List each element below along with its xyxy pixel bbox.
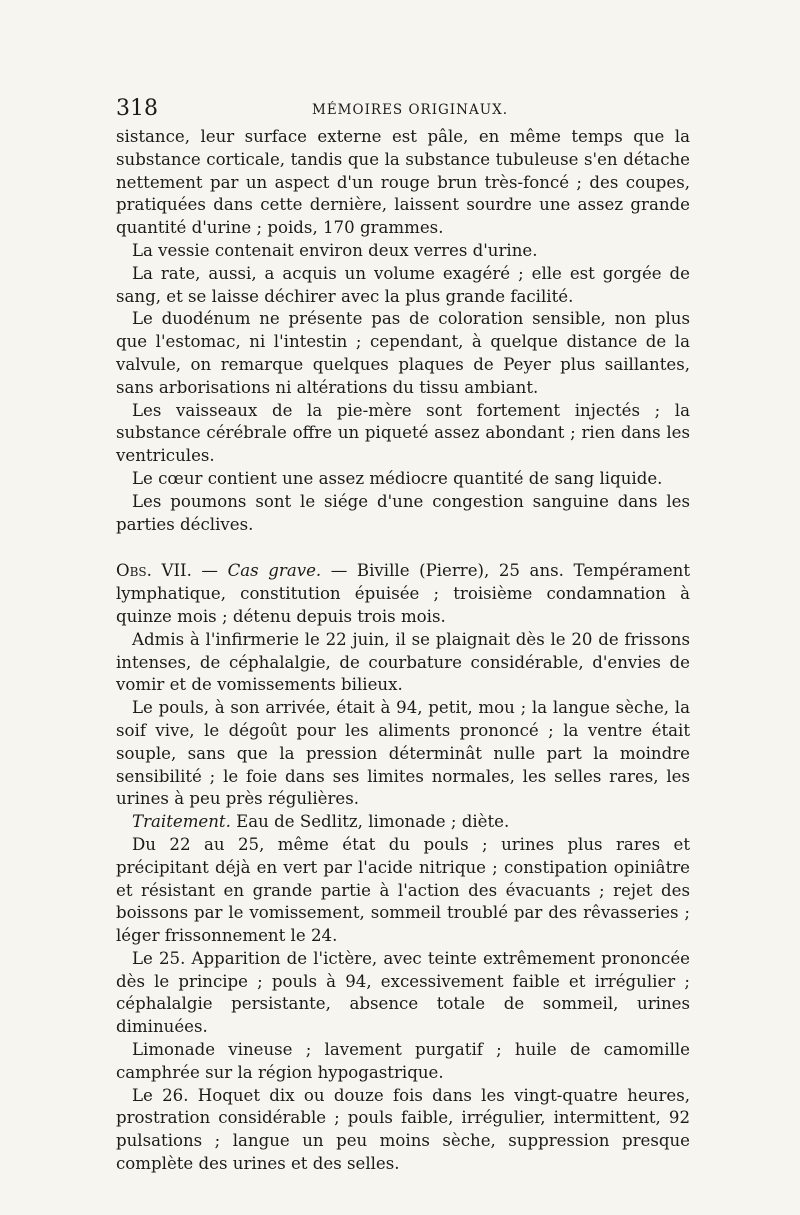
paragraph: La rate, aussi, a acquis un volume exagéré ; elle est gorgée de sang, et se laisse déchirer avec la plus grande facilité. — [116, 263, 690, 306]
paragraph: Les poumons sont le siége d'une congestion sanguine dans les parties déclives. — [116, 491, 690, 534]
paragraph: Le cœur contient une assez médiocre quantité de sang liquide. — [132, 468, 663, 488]
paragraph: Du 22 au 25, même état du pouls ; urines plus rares et précipitant déjà en vert par l'acide nitrique ; constipation opiniâtre et résistant en grande partie à l'action des évacuants ; rejet des boissons par le vomissement, sommeil troublé par des rêvasseries ; léger frissonnement le 24. — [116, 834, 690, 946]
page-body — [116, 126, 690, 1176]
observation-heading — [116, 560, 690, 628]
paragraph: Limonade vineuse ; lavement purgatif ; huile de camomille camphrée sur la région hypogastrique. — [116, 1040, 690, 1082]
page-number: 318 — [116, 96, 158, 121]
treatment-label: Traitement. — [132, 812, 231, 832]
paragraph: La vessie contenait environ deux verres d'urine. — [132, 240, 538, 260]
paragraph: Le 26. Hoquet dix ou douze fois dans les vingt-quatre heures, prostration considérable ; pouls faible, irrégulier, intermittent, 92 pulsations ; langue un peu moins sèche, suppression presque complète des urines et des selles. — [116, 1085, 690, 1174]
paragraph: Le pouls, à son arrivée, était à 94, petit, mou ; la langue sèche, la soif vive, le dégoût pour les aliments prononcé ; la ventre était souple, sans que la pression déterminât nulle part la moindre sensibilité ; le foie dans ses limites normales, les selles rares, les urines à peu près régulières. — [116, 698, 690, 809]
paragraph-continuation: sistance, leur surface externe est pâle, en même temps que la substance corticale, tandis que la substance tubuleuse s'en détache nettement par un aspect d'un rouge brun très-foncé ; des coupes, pratiquées dans cette dernière, laissent sourdre une assez grande quantité d'urine ; poids, 170 grammes. — [116, 127, 690, 238]
paragraph: Le duodénum ne présente pas de coloration sensible, non plus que l'estomac, ni l'intestin ; cependant, à quelque distance de la valvule, on remarque quelques plaques de Peyer plus saillantes, sans arborisations ni altérations du tissu ambiant. — [116, 309, 690, 397]
running-head — [116, 96, 690, 126]
running-title: MÉMOIRES ORIGINAUX. — [312, 102, 508, 118]
treatment-text: Eau de Sedlitz, limonade ; diète. — [230, 812, 510, 832]
observation-severity: Cas grave. — [227, 561, 322, 581]
treatment-paragraph — [116, 811, 690, 834]
paragraph: Les vaisseaux de la pie-mère sont fortement injectés ; la substance cérébrale offre un piqueté assez abondant ; rien dans les ventricules. — [116, 400, 690, 466]
observation-text: — Biville (Pierre), 25 ans. Tempérament lymphatique, constitution épuisée ; troisième condamnation à quinze mois ; détenu depuis trois mois. — [116, 561, 690, 626]
observation-label: Obs. VII. — [116, 561, 192, 581]
paragraph: Admis à l'infirmerie le 22 juin, il se plaignait dès le 20 de frissons intenses, de céphalalgie, de courbature considérable, d'envies de vomir et de vomissements bilieux. — [116, 629, 690, 695]
observation-dash: — — [191, 561, 228, 581]
paragraph: Le 25. Apparition de l'ictère, avec teinte extrêmement prononcée dès le principe ; pouls à 94, excessivement faible et irrégulier ; céphalalgie persistante, absence totale de sommeil, urines diminuées. — [116, 948, 690, 1037]
